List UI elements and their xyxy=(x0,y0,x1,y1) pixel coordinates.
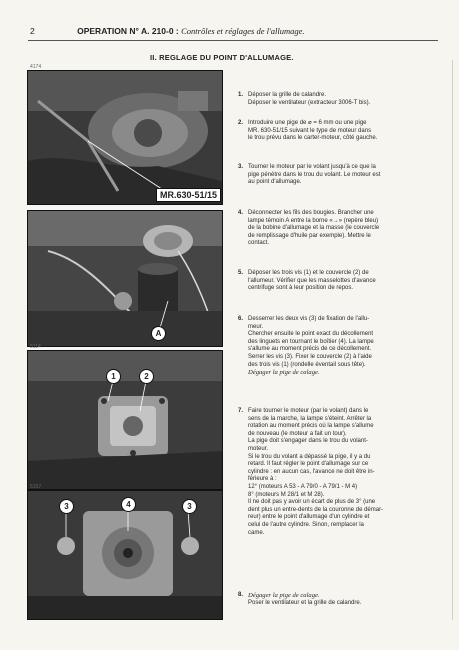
step-number: 3. xyxy=(238,164,244,170)
page-header xyxy=(30,26,440,36)
tool-label: MR.630-51/15 xyxy=(156,188,221,202)
step-1 xyxy=(238,92,438,107)
step-italic-note: Dégager la pige de calage. xyxy=(248,369,320,377)
step-6 xyxy=(238,316,438,377)
photo-4 xyxy=(27,490,223,620)
callout-3-right: 3 xyxy=(182,499,197,514)
step-text: Déposer la grille de calandre. Déposer le ventilateur (extracteur 3006-T bis). xyxy=(248,92,371,106)
step-text: Introduire une pige de ⌀ = 6 mm ou une pige MR. 630-51/15 suivant le type de moteur dans le trou prévu dans le carter-moteur, côté gauche. xyxy=(248,120,378,142)
operation-number: OPERATION N° A. 210-0 : xyxy=(77,26,179,36)
header-rule xyxy=(28,40,438,41)
step-text: Faire tourner le moteur (par le volant) dans le sens de la marche, la lampe s'éteint. Arrêter la rotation au moment précis où la lampe s'allume de nouveau (le moteur a fait un tour). La pige doit s'engager dans le trou du volant- moteur. Si le trou du volant a dépassé la pige, il y a du retard. Il faut régler le point d'allumage sur ce cylindre : en aucun cas, l'avance ne doit être in- férieure à : 12° (moteurs A 53 - A 79/0 - A 79/1 - M 4) 8° (moteurs M 28/1 et M 28). Il ne doit pas y avoir un écart de plus de 3° (une dent plus un entre-dents de la couronne de démar- reur) entre le point d'allumage d'un cylindre et celui de l'autre cylindre. Sinon, remplacer la came. xyxy=(248,408,384,536)
step-text: Déposer les trois vis (1) et le couvercle (2) de l'allumeur. Vérifier que les masselottes d'avance centrifuge sont à leur position de repos. xyxy=(248,270,376,292)
step-number: 1. xyxy=(238,92,244,98)
step-number: 6. xyxy=(238,316,244,322)
operation-subtitle: Contrôles et réglages de l'allumage. xyxy=(181,26,305,36)
distributor-photo xyxy=(28,351,222,489)
section-title: II. REGLAGE DU POINT D'ALLUMAGE. xyxy=(150,53,294,62)
binding-edge xyxy=(452,60,453,620)
callout-1: 1 xyxy=(106,369,121,384)
step-7 xyxy=(238,408,438,537)
photo-ref-4: 5157 xyxy=(30,484,42,490)
photo-ref-1: 4174 xyxy=(30,64,42,70)
photo-3 xyxy=(27,350,223,490)
callout-3-left: 3 xyxy=(59,499,74,514)
step-number: 2. xyxy=(238,120,244,126)
step-number: 7. xyxy=(238,408,244,414)
step-5 xyxy=(238,270,438,293)
step-3 xyxy=(238,164,438,187)
step-text: Tourner le moteur par le volant jusqu'à ce que la pige pénètre dans le trou du volant. Le moteur est au point d'allumage. xyxy=(248,164,381,186)
engine-photo-1 xyxy=(28,71,222,204)
photo-ref-3: 5114 xyxy=(30,344,41,350)
callout-4: 4 xyxy=(121,497,136,512)
step-text: Poser le ventilateur et la grille de calandre. xyxy=(248,599,362,606)
step-number: 5. xyxy=(238,270,244,276)
engine-photo-2 xyxy=(28,211,222,346)
step-number: 4. xyxy=(238,210,244,216)
step-2 xyxy=(238,120,438,143)
callout-a: A xyxy=(151,326,166,341)
photo-2 xyxy=(27,210,223,347)
step-italic-note: Dégager la pige de calage. xyxy=(248,592,320,599)
photo-1 xyxy=(27,70,223,205)
step-text: Déconnecter les fils des bougies. Brancher une lampe témoin A entre la borne «→» (repère bleu) de la bobine d'allumage et la masse (le couvercle de remplissage d'huile par exemple). Mettre le contact. xyxy=(248,210,380,247)
step-number: 8. xyxy=(238,592,244,598)
page-number: 2 xyxy=(30,26,35,36)
callout-2: 2 xyxy=(139,369,154,384)
step-4 xyxy=(238,210,438,248)
step-text: Desserrer les deux vis (3) de fixation de l'allu- meur. Chercher ensuite le point exact du décollement des linguets en tournant le boîtier (4). La lampe s'allume au moment précis de ce décollement. Serrer les vis (3). Fixer le couvercle (2) à l'aide des trois vis (1) (rondelle éventail sous tête). xyxy=(248,316,374,368)
step-8 xyxy=(238,592,438,607)
